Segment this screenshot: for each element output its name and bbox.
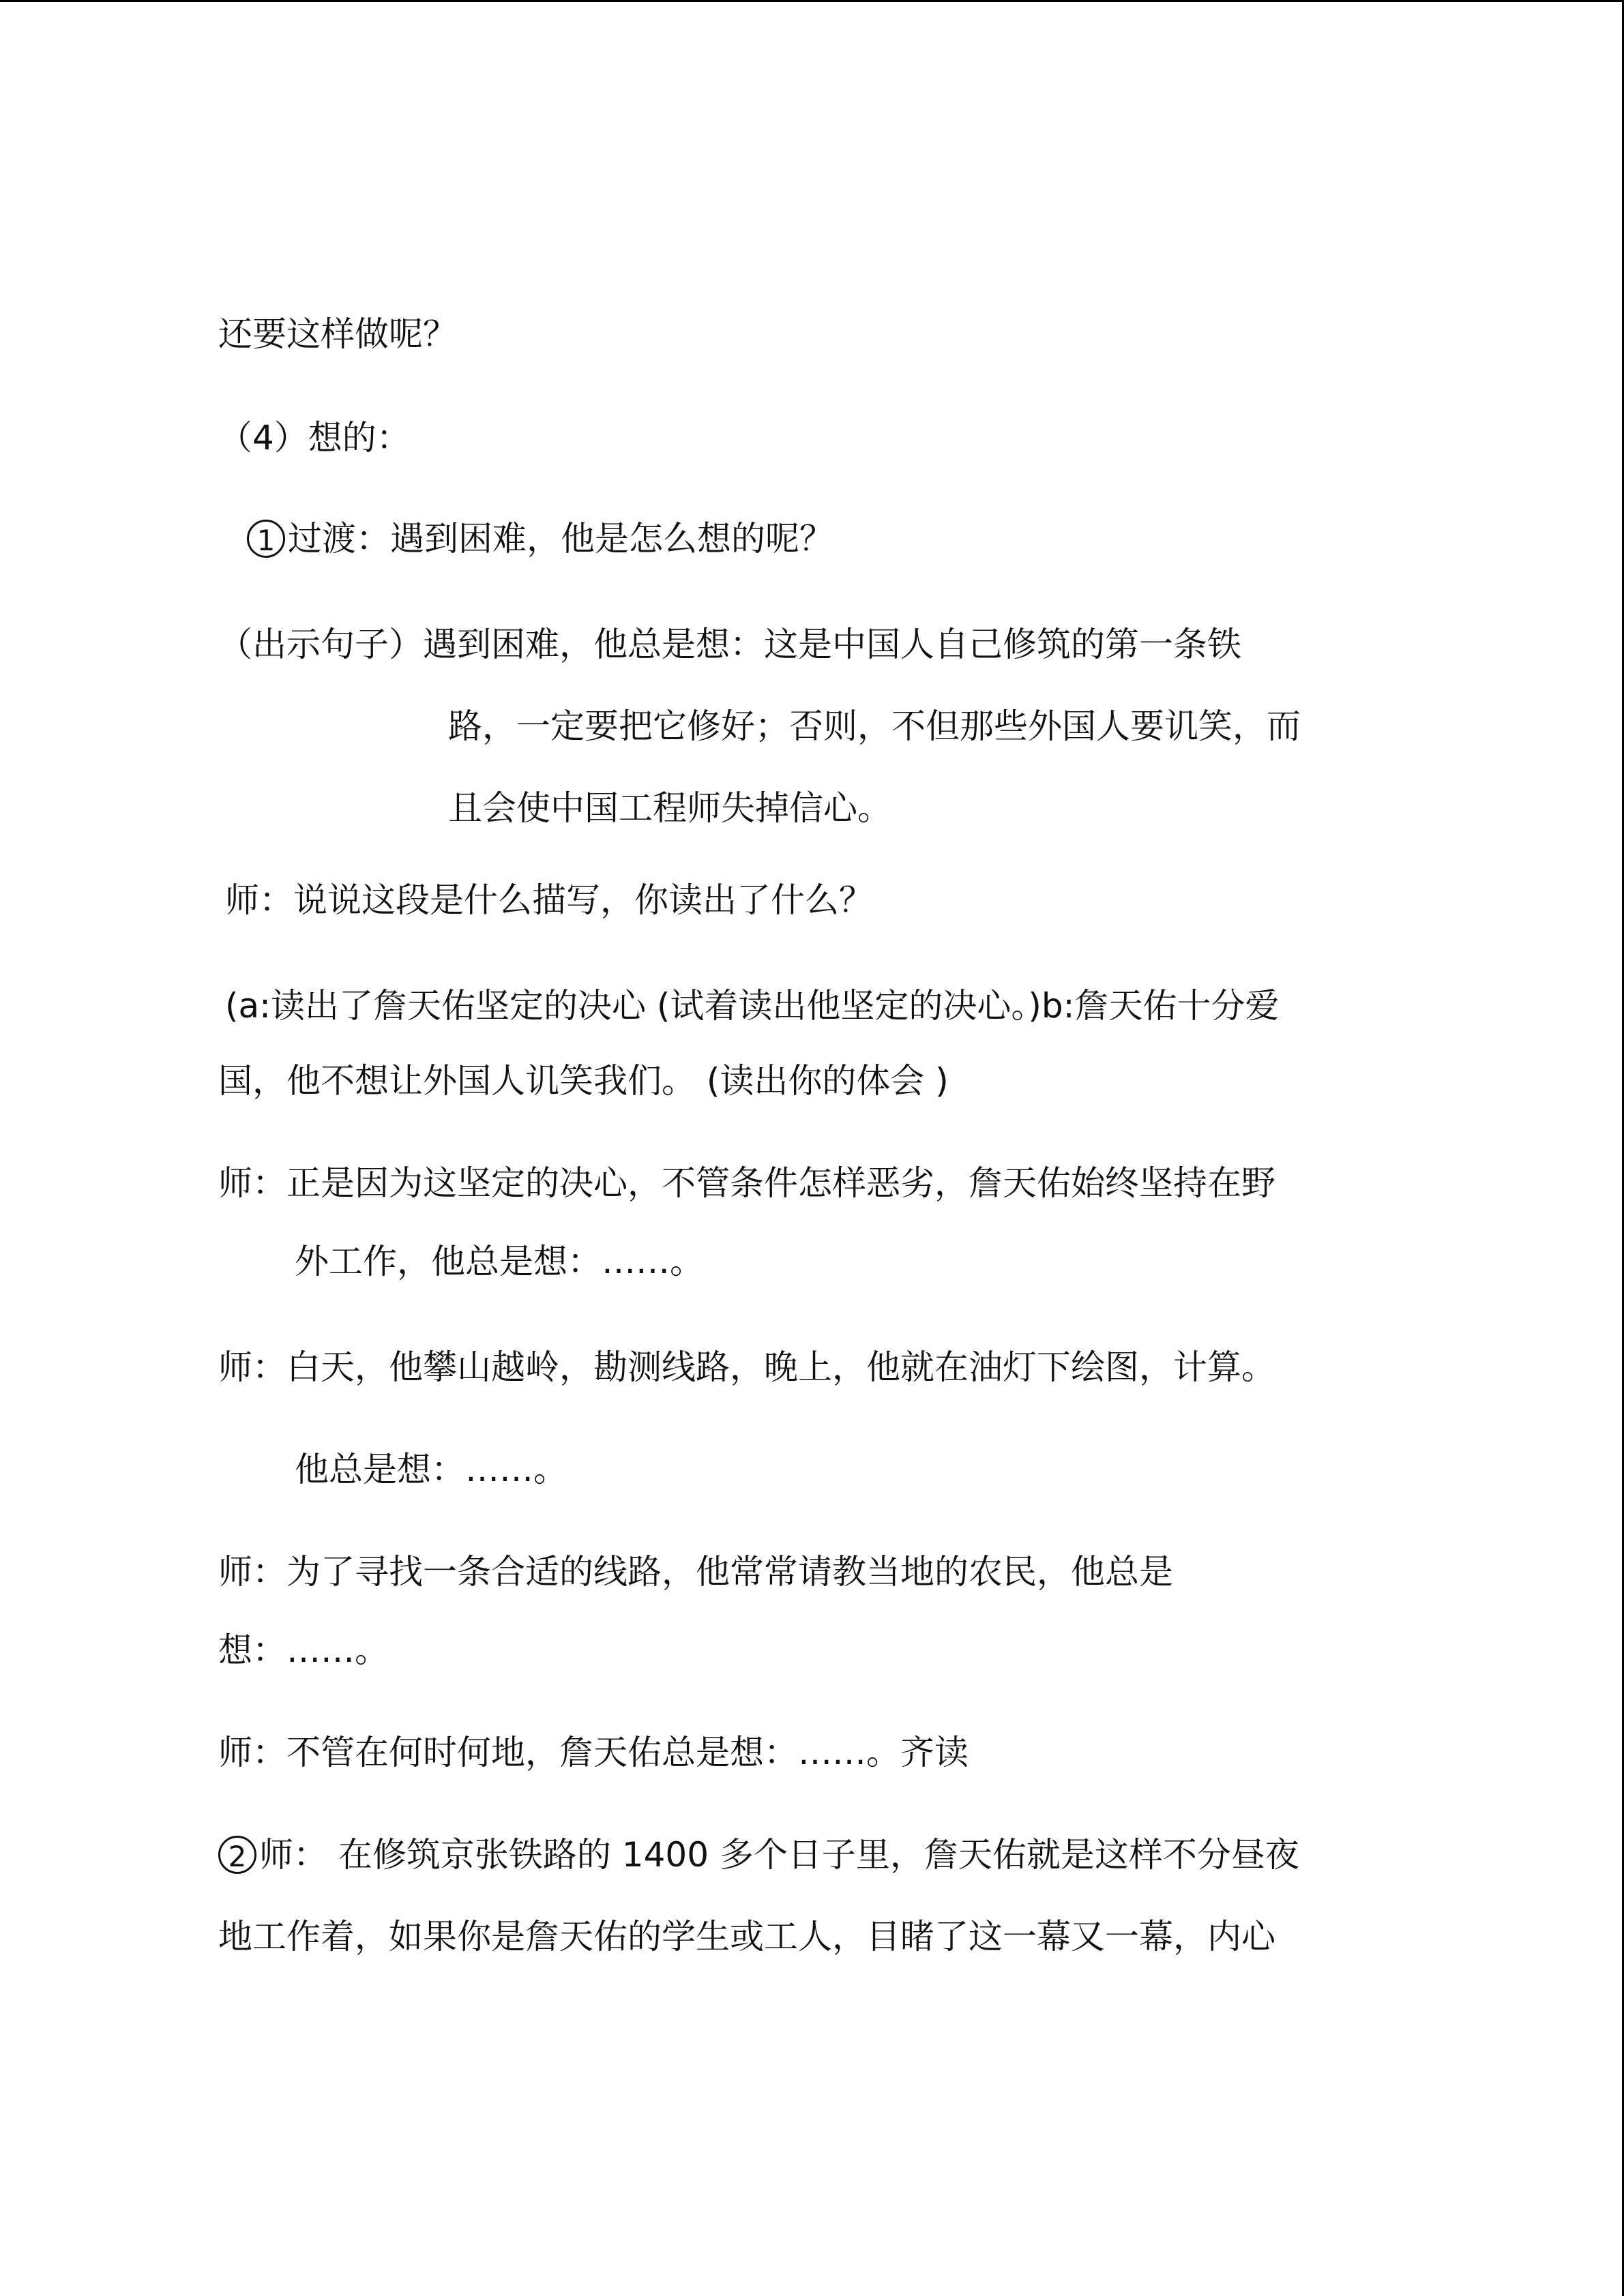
text-line-11: 外工作，他总是想：……。 bbox=[295, 1242, 704, 1281]
text-line-10: 师：正是因为这坚定的决心，不管条件怎样恶劣，詹天佑始终坚持在野 bbox=[218, 1163, 1275, 1203]
text-line-3-content: 过渡：遇到困难，他是怎么想的呢？ bbox=[288, 519, 833, 558]
text-line-2: （4）想的： bbox=[218, 418, 411, 458]
text-line-12: 师：白天，他攀山越岭，勘测线路，晚上，他就在油灯下绘图，计算。 bbox=[218, 1347, 1275, 1387]
text-line-18: 地工作着，如果你是詹天佑的学生或工人，目睹了这一幕又一幕，内心 bbox=[218, 1917, 1275, 1956]
text-line-8: (a:读出了詹天佑坚定的决心 (试着读出他坚定的决心。)b:詹天佑十分爱 bbox=[225, 986, 1280, 1026]
text-line-7: 师：说说这段是什么描写，你读出了什么？ bbox=[225, 880, 873, 920]
text-line-17 bbox=[218, 1834, 1299, 1877]
text-line-14: 师：为了寻找一条合适的线路，他常常请教当地的农民，他总是 bbox=[218, 1552, 1173, 1592]
text-line-15: 想：……。 bbox=[218, 1630, 389, 1670]
text-line-17-content: 师： 在修筑京张铁路的 1400 多个日子里，詹天佑就是这样不分昼夜 bbox=[259, 1835, 1299, 1875]
circled-number-marker: 1 bbox=[247, 520, 285, 558]
page-top-border bbox=[0, 0, 1624, 2]
text-line-5: 路，一定要把它修好；否则，不但那些外国人要讥笑，而 bbox=[448, 706, 1301, 746]
text-line-1: 还要这样做呢？ bbox=[218, 314, 457, 354]
text-line-9: 国，他不想让外国人讥笑我们。 (读出你的体会 ) bbox=[218, 1061, 949, 1101]
circled-number-marker: 2 bbox=[218, 1836, 256, 1874]
text-line-6: 且会使中国工程师失掉信心。 bbox=[448, 788, 891, 828]
text-line-3 bbox=[247, 518, 833, 561]
text-line-13: 他总是想：……。 bbox=[295, 1450, 567, 1489]
text-line-4: （出示句子）遇到困难，他总是想：这是中国人自己修筑的第一条铁 bbox=[218, 625, 1241, 664]
text-line-16: 师：不管在何时何地，詹天佑总是想：……。齐读 bbox=[218, 1733, 969, 1772]
